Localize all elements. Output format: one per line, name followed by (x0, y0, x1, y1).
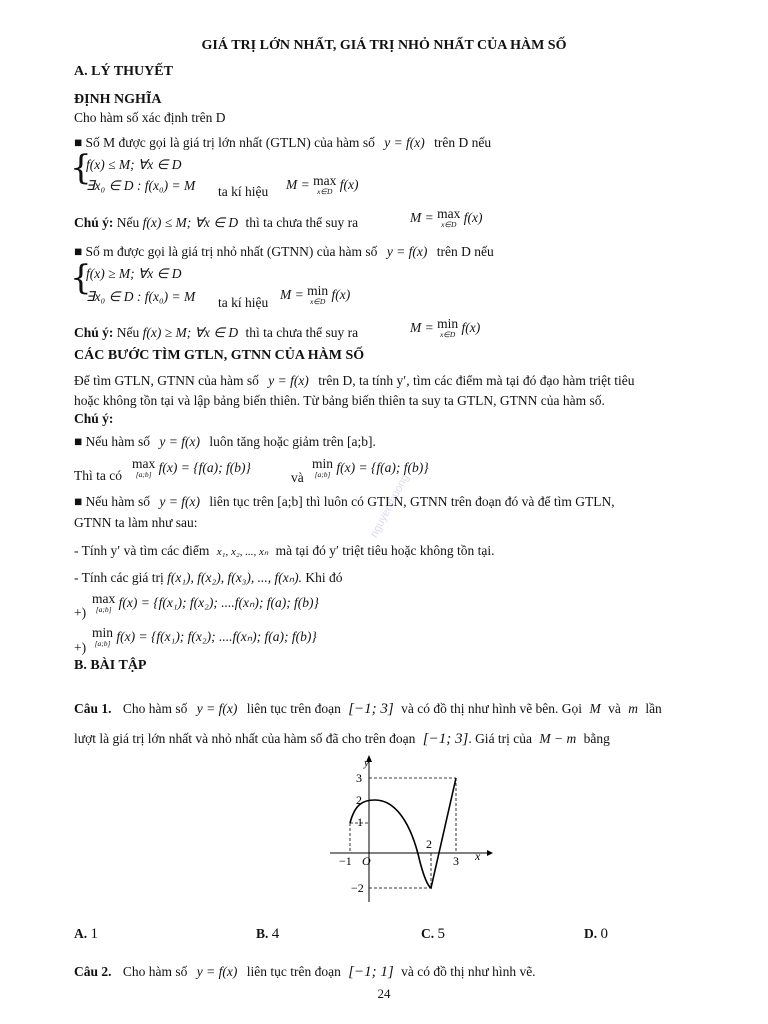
gtln-note-under: x∈D (441, 220, 457, 229)
x-tick-minus-1: −1 (339, 854, 352, 868)
steps-paragraph-line-1 (74, 373, 635, 389)
gtln-note-M: M = (410, 210, 434, 226)
question-2-label: Câu 2. (74, 964, 112, 979)
continuous-a: ■ Nếu hàm số (74, 494, 151, 509)
question-2-c: và có đồ thị như hình vẽ. (401, 964, 536, 979)
plus-max: +) (74, 605, 87, 620)
gtnn-condition-2: ∃x₀ ∈ D : f(x₀) = M (86, 289, 196, 304)
gtnn-note-under: x∈D (439, 330, 456, 339)
gtnn-M: M = (280, 287, 304, 303)
question-1-a: Cho hàm số (122, 701, 188, 716)
continuous-b: liên tục trên [a;b] thì luôn có GTLN, GTNN trên đoạn đó và để tìm GTLN, (209, 494, 615, 509)
monotone-b: luôn tăng hoặc giảm trên [a;b]. (209, 434, 376, 449)
monotone-a: ■ Nếu hàm số (74, 434, 151, 449)
gtnn-note-text1: Nếu (116, 325, 140, 340)
definition-heading: ĐỊNH NGHĨA (74, 92, 162, 107)
question-2-func: y = f(x) (196, 964, 238, 979)
set-min-eq: f(x) = {f(x₁); f(x₂); ....f(xₙ); f(a); f(b)} (116, 629, 317, 645)
monotone-min-op: min (312, 456, 334, 471)
monotone-max-under: [a;b] (135, 470, 152, 479)
set-max-formula (92, 593, 319, 615)
question-1-interval: [−1; 3] (348, 701, 394, 717)
steps-heading: CÁC BƯỚC TÌM GTLN, GTNN CỦA HÀM SỐ (74, 348, 365, 363)
gtln-tail: trên D nếu (434, 135, 492, 150)
gtln-note-label: Chú ý: (74, 215, 114, 230)
steps-p1-func: y = f(x) (268, 373, 309, 388)
gtln-op: max (313, 173, 337, 188)
gtnn-note-label: Chú ý: (74, 325, 114, 340)
monotone-case (74, 434, 376, 450)
option-c[interactable] (421, 926, 445, 943)
step-2 (74, 570, 343, 586)
option-d-value: 0 (600, 926, 608, 942)
gtln-note (74, 215, 358, 231)
gtln-note-result (410, 208, 482, 230)
gtln-note-text2: thì ta chưa thể suy ra (245, 215, 359, 230)
gtnn-tail: trên D nếu (436, 244, 494, 259)
gtln-condition-1: f(x) ≤ M; ∀x ∈ D (86, 157, 182, 172)
question-1-m: m (628, 701, 638, 716)
function-graph (325, 752, 495, 912)
gtnn-notation-label: ta kí hiệu (218, 295, 269, 310)
monotone-min-formula (312, 458, 429, 480)
gtnn-condition-1: f(x) ≥ M; ∀x ∈ D (86, 266, 182, 281)
section-b-heading: B. BÀI TẬP (74, 658, 147, 673)
page-number: 24 (377, 986, 391, 1001)
x-axis-label: x (475, 849, 481, 863)
monotone-max-op: max (132, 456, 156, 471)
y-axis-label: y (364, 757, 369, 769)
monotone-max-formula (132, 458, 251, 480)
question-2-interval: [−1; 1] (348, 964, 394, 980)
gtnn-note-result (410, 318, 480, 340)
steps-p1-b: trên D, ta tính y′, tìm các điểm mà tại đó đạo hàm triệt tiêu (318, 373, 635, 388)
page-title: GIÁ TRỊ LỚN NHẤT, GIÁ TRỊ NHỎ NHẤT CỦA HÀM SỐ (201, 38, 567, 53)
gtnn-note (74, 325, 358, 341)
y-tick-2: 2 (356, 793, 362, 807)
gtnn-function: y = f(x) (386, 244, 428, 259)
x-axis-arrow (487, 850, 493, 856)
watermark: nguyenthuong (368, 472, 412, 540)
then-label: Thì ta có (74, 468, 122, 483)
gtln-note-op: max (437, 206, 461, 221)
gtnn-under: x∈D (309, 297, 326, 306)
question-1-line2-a: lượt là giá trị lớn nhất và nhỏ nhất của hàm số đã cho trên đoạn (74, 731, 416, 746)
steps-paragraph-line-2: hoặc không tồn tại và lập bảng biến thiên. Từ bảng biến thiên ta suy ta GTLN, GTNN của hàm số. (74, 393, 605, 408)
gtln-note-text1: Nếu (116, 215, 140, 230)
set-max-under: [a;b] (95, 605, 112, 614)
gtnn-op: min (307, 283, 329, 298)
x-tick-2: 2 (426, 837, 432, 851)
gtln-function: y = f(x) (384, 135, 425, 150)
continuous-case-line-2: GTNN ta làm như sau: (74, 515, 198, 530)
gtln-note-fx: f(x) (463, 210, 483, 226)
gtnn-note-text2: thì ta chưa thể suy ra (245, 325, 359, 340)
continuous-case (74, 494, 615, 510)
gtln-note-condition: f(x) ≤ M; ∀x ∈ D (142, 215, 239, 230)
question-2 (74, 964, 536, 980)
option-a-label: A. (74, 926, 88, 941)
option-a[interactable] (74, 926, 98, 943)
step-1-a: - Tính y′ và tìm các điểm (74, 543, 210, 558)
gtln-under: x∈D (317, 187, 333, 196)
option-c-label: C. (421, 926, 435, 941)
question-1-and: và (608, 701, 621, 716)
monotone-min-eq: f(x) = {f(a); f(b)} (336, 460, 429, 476)
question-1-b: liên tục trên đoạn (246, 701, 341, 716)
gtnn-notation (280, 285, 350, 307)
gtnn-definition (74, 244, 494, 260)
gtnn-text: ■ Số m được gọi là giá trị nhỏ nhất (GTNN) của hàm số (74, 244, 378, 259)
gtln-notation-label: ta kí hiệu (218, 184, 269, 199)
question-1-line2-b: . Giá trị của (468, 731, 533, 746)
gtln-fx: f(x) (339, 177, 359, 193)
section-a-heading: A. LÝ THUYẾT (74, 64, 173, 79)
origin-label: O (362, 854, 371, 868)
option-b-value: 4 (271, 926, 280, 942)
continuous-func: y = f(x) (159, 494, 200, 509)
option-d[interactable] (584, 926, 608, 943)
gtnn-fx: f(x) (331, 287, 351, 303)
question-1-expr: M − m (539, 731, 577, 746)
question-2-b: liên tục trên đoạn (246, 964, 341, 979)
function-curve (350, 778, 456, 888)
step-1 (74, 543, 495, 560)
definition-intro: Cho hàm số xác định trên D (74, 110, 226, 125)
set-max-op: max (92, 591, 116, 606)
steps-note-label: Chú ý: (74, 411, 114, 426)
step-2-b: Khi đó (305, 570, 343, 585)
set-min-under: [a;b] (94, 639, 111, 648)
gtnn-note-M: M = (410, 320, 434, 336)
gtnn-note-fx: f(x) (461, 320, 481, 336)
question-1-c: và có đồ thị như hình vẽ bên. Gọi (401, 701, 583, 716)
question-2-a: Cho hàm số (122, 964, 188, 979)
x-tick-3: 3 (453, 854, 459, 868)
monotone-min-under: [a;b] (314, 470, 331, 479)
question-1-label: Câu 1. (74, 701, 112, 716)
question-1-line2-c: bằng (583, 731, 610, 746)
question-1-M: M (589, 701, 601, 716)
set-min-op: min (92, 625, 114, 640)
y-tick-1: 1 (357, 815, 363, 829)
option-b-label: B. (256, 926, 269, 941)
question-1-line-2 (74, 731, 610, 747)
y-tick-minus-2: −2 (351, 881, 364, 895)
step-2-values: f(x₁), f(x₂), f(x₃), ..., f(xₙ). (167, 570, 302, 585)
gtnn-brace: { (70, 258, 92, 298)
gtln-M: M = (286, 177, 310, 193)
option-d-label: D. (584, 926, 598, 941)
set-max-eq: f(x) = {f(x₁); f(x₂); ....f(xₙ); f(a); f(b)} (118, 595, 319, 611)
option-b[interactable] (256, 926, 279, 943)
gtln-condition-2: ∃x₀ ∈ D : f(x₀) = M (86, 178, 196, 193)
gtln-text: ■ Số M được gọi là giá trị lớn nhất (GTLN) của hàm số (74, 135, 375, 150)
gtln-definition (74, 135, 491, 151)
step-1-points: x₁, x₂, ..., xₙ (216, 546, 269, 558)
gtnn-note-condition: f(x) ≥ M; ∀x ∈ D (142, 325, 239, 340)
plus-min: +) (74, 640, 87, 655)
option-c-value: 5 (437, 926, 445, 942)
y-tick-3: 3 (356, 771, 362, 785)
monotone-max-eq: f(x) = {f(a); f(b)} (158, 460, 251, 476)
option-a-value: 1 (90, 926, 98, 942)
gtnn-note-op: min (437, 316, 459, 331)
set-min-formula (92, 627, 317, 649)
step-2-a: - Tính các giá trị (74, 570, 164, 585)
step-1-b: mà tại đó y′ triệt tiêu hoặc không tồn tại. (275, 543, 495, 558)
monotone-func: y = f(x) (159, 434, 200, 449)
question-1-interval-2: [−1; 3] (422, 731, 469, 747)
question-1-func: y = f(x) (196, 701, 238, 716)
question-1-d: lần (645, 701, 662, 716)
and-label: và (291, 470, 304, 485)
steps-p1-a: Để tìm GTLN, GTNN của hàm số (74, 373, 259, 388)
gtln-brace: { (70, 148, 92, 188)
question-1-line-1 (74, 701, 662, 717)
gtln-notation (286, 175, 358, 197)
